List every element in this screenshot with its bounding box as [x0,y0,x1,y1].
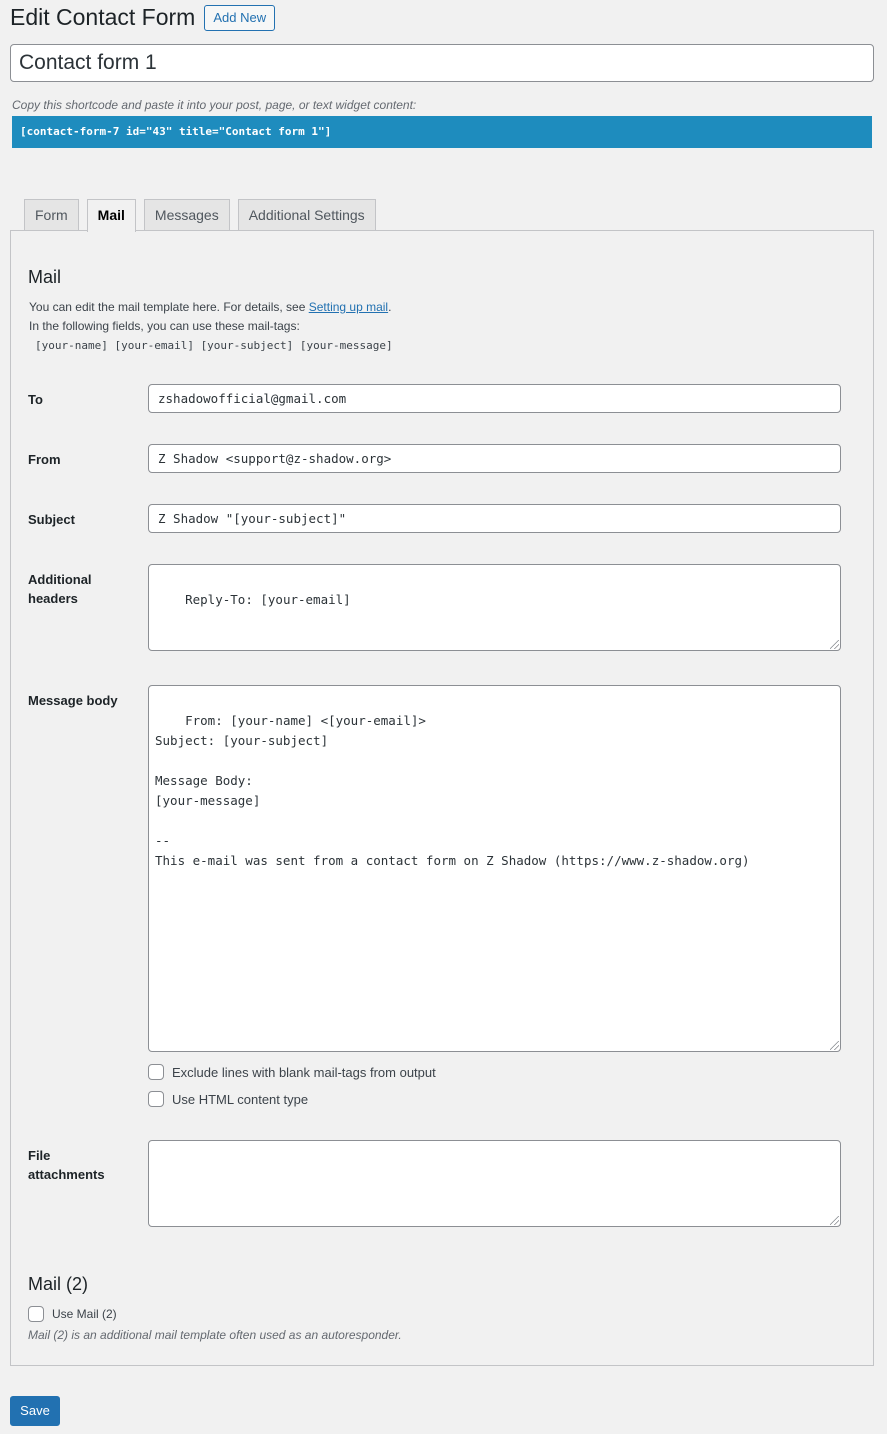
html-content-type-option[interactable] [148,1091,308,1107]
tab-messages[interactable]: Messages [144,199,230,231]
exclude-blank-option[interactable] [148,1064,436,1080]
tab-mail[interactable]: Mail [87,199,136,232]
from-label: From [28,452,61,467]
subject-label: Subject [28,512,75,527]
tab-additional-settings[interactable]: Additional Settings [238,199,376,231]
additional-headers-label: Additional headers [28,572,92,606]
message-body-value: From: [your-name] <[your-email]> Subject: [your-subject] Message Body: [your-message] -- This e-mail was sent from a contact form on Z Shadow (https://www.z-shadow.org) [155,713,750,868]
resize-handle-icon[interactable] [830,1041,839,1050]
shortcode-label: Copy this shortcode and paste it into your post, page, or text widget content: [12,98,417,112]
save-button[interactable]: Save [10,1396,60,1426]
message-body-field[interactable] [148,685,841,1052]
desc-text: You can edit the mail template here. For details, see [29,300,309,314]
setting-up-mail-link[interactable]: Setting up mail [308,300,389,314]
resize-handle-icon[interactable] [830,640,839,649]
exclude-blank-checkbox[interactable] [148,1064,164,1080]
use-mail2-checkbox[interactable] [28,1306,44,1322]
mail2-heading: Mail (2) [28,1274,89,1294]
shortcode-field[interactable]: [contact-form-7 id="43" title="Contact form 1"] [12,116,872,148]
use-mail2-option[interactable] [28,1306,117,1322]
html-content-type-label: Use HTML content type [172,1091,309,1107]
mail2-note: Mail (2) is an additional mail template often used as an autoresponder. [28,1328,402,1342]
desc-period: . [388,300,392,314]
file-attachments-label: File attachments [28,1148,105,1182]
exclude-blank-label: Exclude lines with blank mail-tags from output [172,1064,436,1080]
form-title-input[interactable]: Contact form 1 [10,44,874,82]
use-mail2-label: Use Mail (2) [52,1307,117,1321]
to-field[interactable]: zshadowofficial@gmail.com [148,384,841,413]
to-label: To [28,392,43,407]
mail-heading: Mail [28,267,62,287]
html-content-type-checkbox[interactable] [148,1091,164,1107]
editor-tabs [24,199,384,232]
tab-form[interactable]: Form [24,199,79,231]
message-body-label: Message body [28,693,118,708]
page-header [10,4,275,31]
additional-headers-value: Reply-To: [your-email] [185,592,351,607]
desc-line-2: In the following fields, you can use these mail-tags: [29,319,300,333]
additional-headers-field[interactable] [148,564,841,651]
mail-tags-list: [your-name] [your-email] [your-subject] [your-message] [35,339,393,352]
from-field[interactable]: Z Shadow <support@z-shadow.org> [148,444,841,473]
subject-field[interactable]: Z Shadow "[your-subject]" [148,504,841,533]
add-new-button[interactable]: Add New [204,5,275,31]
mail-description [29,298,391,336]
file-attachments-field[interactable] [148,1140,841,1227]
resize-handle-icon[interactable] [830,1216,839,1225]
mail-panel [10,230,874,1366]
page-title: Edit Contact Form [10,4,196,30]
